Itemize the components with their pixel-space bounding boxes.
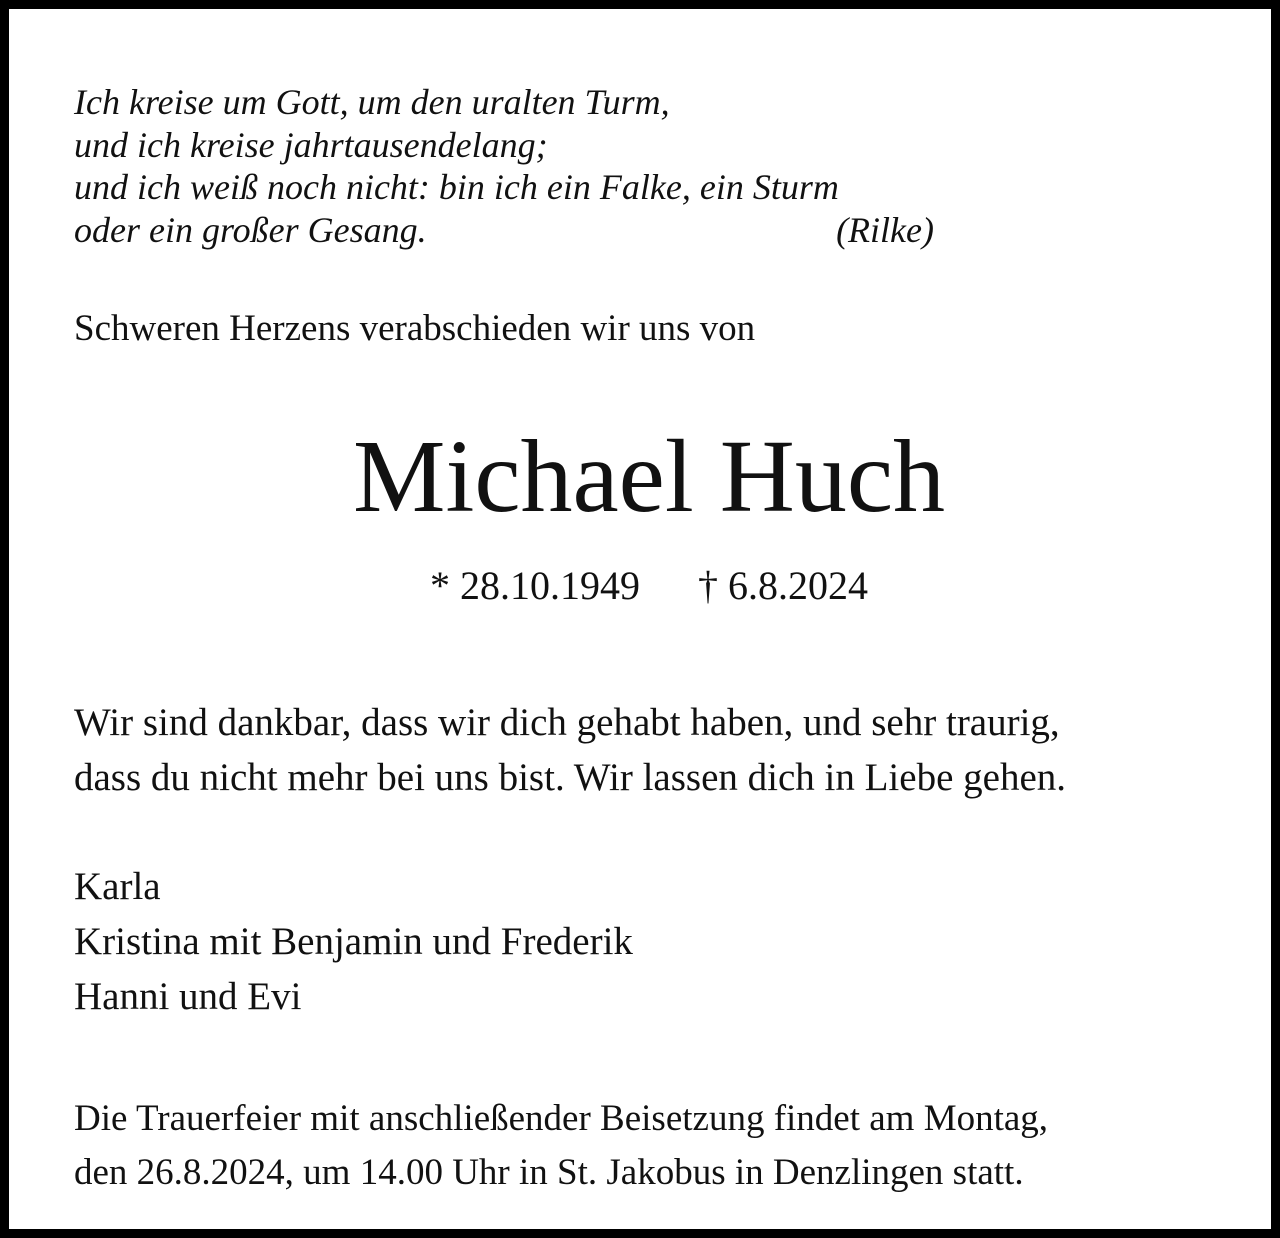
poem-line: oder ein großer Gesang. — [74, 209, 427, 250]
message-line: Wir sind dankbar, dass wir dich gehabt haben, und sehr traurig, — [74, 701, 1060, 744]
mourner-name: Karla — [74, 865, 161, 908]
funeral-service-info — [74, 1092, 1254, 1200]
poem-line: und ich weiß noch nicht: bin ich ein Falke, ein Sturm — [74, 167, 839, 207]
service-line: Die Trauerfeier mit anschließender Beisetzung findet am Montag, — [74, 1098, 1049, 1139]
mourner-name: Hanni und Evi — [74, 975, 302, 1018]
poem-block — [74, 81, 954, 251]
mourners-list — [74, 859, 633, 1024]
life-dates — [9, 561, 1280, 611]
poem-line: Ich kreise um Gott, um den uralten Turm, — [74, 82, 670, 122]
poem-last-line — [74, 209, 934, 252]
death-date: † 6.8.2024 — [698, 563, 868, 608]
deceased-name: Michael Huch — [352, 419, 945, 534]
mourner-name: Kristina mit Benjamin und Frederik — [74, 920, 633, 963]
service-line: den 26.8.2024, um 14.00 Uhr in St. Jakobus in Denzlingen statt. — [74, 1152, 1024, 1193]
message-line: dass du nicht mehr bei uns bist. Wir lassen dich in Liebe gehen. — [74, 756, 1067, 799]
poem-line: und ich kreise jahrtausendelang; — [74, 124, 548, 165]
birth-date: * 28.10.1949 — [430, 563, 640, 608]
intro-text: Schweren Herzens verabschieden wir uns von — [74, 308, 756, 349]
poem-attribution: (Rilke) — [836, 209, 934, 250]
farewell-message — [74, 695, 1254, 805]
